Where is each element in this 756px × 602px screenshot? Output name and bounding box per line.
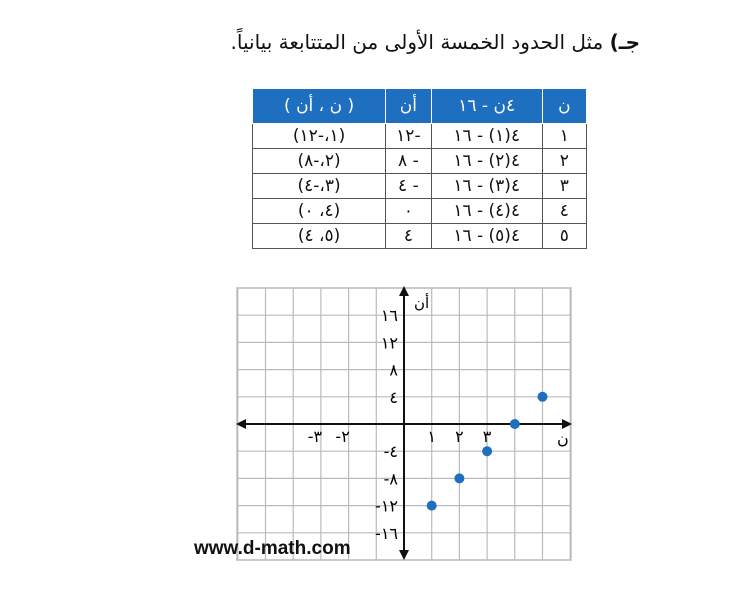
y-tick-label: -١٢: [375, 496, 398, 516]
data-point: [482, 446, 492, 456]
header-an: أن: [386, 89, 432, 124]
y-axis-label: أن: [414, 294, 430, 312]
y-tick-label: ٨: [389, 360, 398, 380]
cell-an: ٠: [386, 199, 432, 224]
data-point: [538, 392, 548, 402]
x-axis-label: ن: [557, 429, 569, 448]
y-axis-arrow-down: [399, 550, 409, 560]
data-point: [510, 419, 520, 429]
cell-pair: (١،-١٢): [253, 124, 386, 149]
cell-n: ٣: [542, 174, 586, 199]
cell-formula: ٤(١) - ١٦: [431, 124, 542, 149]
y-tick-label: ٤: [389, 387, 398, 407]
cell-n: ٥: [542, 224, 586, 249]
question-label: جـ): [609, 30, 640, 54]
question-text: مثل الحدود الخمسة الأولى من المتتابعة بيانياً.: [230, 30, 604, 54]
cell-pair: (٤، ٠): [253, 199, 386, 224]
x-tick-label: ٢: [455, 427, 464, 446]
cell-formula: ٤(٥) - ١٦: [431, 224, 542, 249]
cell-pair: (٣،-٤): [253, 174, 386, 199]
header-formula: ٤ن - ١٦: [431, 89, 542, 124]
watermark-text: www.d-math.com: [194, 538, 351, 559]
graph-axes: [236, 286, 572, 560]
y-tick-label: -١٦: [375, 523, 398, 543]
cell-n: ٤: [542, 199, 586, 224]
cell-an: - ٨: [386, 149, 432, 174]
y-tick-label: ١٢: [380, 333, 398, 353]
cell-an: -١٢: [386, 124, 432, 149]
y-tick-label: ١٦: [380, 306, 398, 326]
y-tick-label: -٨: [383, 469, 398, 489]
header-pair: ( ن ، أن ): [253, 89, 386, 124]
x-tick-label: -٢: [335, 427, 350, 446]
x-tick-label: ٣: [482, 427, 492, 446]
cell-n: ١: [542, 124, 586, 149]
cell-pair: (٢،-٨): [253, 149, 386, 174]
cell-an: - ٤: [386, 174, 432, 199]
x-tick-label: ١: [427, 427, 436, 446]
cell-formula: ٤(٤) - ١٦: [431, 199, 542, 224]
cell-formula: ٤(٢) - ١٦: [431, 149, 542, 174]
y-tick-label: -٤: [383, 442, 398, 462]
x-tick-label: -٣: [307, 427, 323, 446]
cell-pair: (٥، ٤): [253, 224, 386, 249]
cell-an: ٤: [386, 224, 432, 249]
data-point: [427, 501, 437, 511]
cell-formula: ٤(٣) - ١٦: [431, 174, 542, 199]
header-n: ن: [542, 89, 586, 124]
data-point: [454, 473, 464, 483]
cell-n: ٢: [542, 149, 586, 174]
